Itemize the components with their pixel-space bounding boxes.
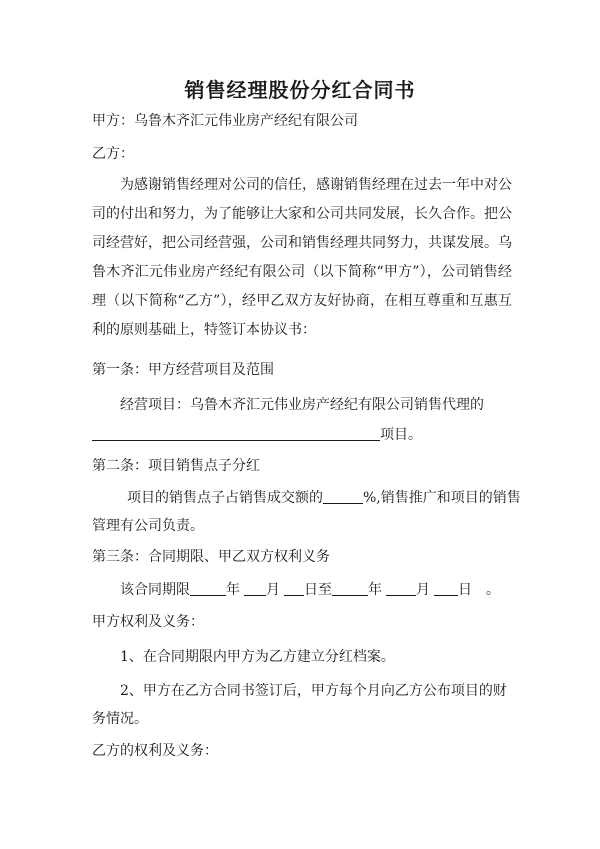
project-name-blank[interactable] (92, 426, 380, 441)
party-b-rights-heading: 乙方的权利及义务： (92, 743, 218, 759)
start-year-blank[interactable] (190, 581, 226, 596)
end-month-blank[interactable] (386, 581, 416, 596)
article1-line1: 经营项目：乌鲁木齐汇元伟业房产经纪有限公司销售代理的 (120, 397, 484, 413)
article1-line2-suffix: 项目。 (380, 427, 422, 443)
end-day-blank[interactable] (434, 581, 458, 596)
contract-period-line (120, 580, 500, 600)
article2-heading: 第二条：项目销售点子分红 (92, 458, 260, 474)
period-prefix: 该合同期限 (120, 582, 190, 598)
article2-text-after: %,销售推广和项目的销售 (363, 490, 521, 506)
party-a-rights-heading: 甲方权利及义务： (92, 614, 204, 630)
end-year-blank[interactable] (332, 581, 368, 596)
start-month-label: 月 (266, 582, 280, 598)
end-year-label: 年 (368, 582, 382, 598)
party-a-rights-item2-line1: 2、甲方在乙方合同书签订后，甲方每个月向乙方公布项目的财 (120, 683, 507, 699)
article1-heading: 第一条：甲方经营项目及范围 (92, 362, 274, 378)
article2-text-before: 项目的销售点子占销售成交额的 (127, 490, 323, 506)
start-day-blank[interactable] (284, 581, 304, 596)
party-a-line: 甲方：乌鲁木齐汇元伟业房产经纪有限公司 (92, 113, 358, 129)
article2-line2: 管理有公司负责。 (92, 518, 204, 534)
article3-heading: 第三条：合同期限、甲乙双方权利义务 (92, 549, 330, 565)
start-day-label: 日至 (304, 582, 332, 598)
start-month-blank[interactable] (244, 581, 266, 596)
start-year-label: 年 (226, 582, 240, 598)
party-a-rights-item2-line2: 务情况。 (92, 711, 148, 727)
intro-paragraph: 为感谢销售经理对公司的信任，感谢销售经理在过去一年中对公司的付出和努力，为了能够让大家和公司共同发展，长久合作。把公司经营好，把公司经营强，公司和销售经理共同努力，共谋发展。乌鲁木齐汇元伟业房产经纪有限公司（以下简称“甲方”），公司销售经理（以下简称“乙方”），经甲乙双方友好协商，在相互尊重和互惠互利的原则基础上，特签订本协议书： (92, 177, 512, 338)
party-b-line: 乙方： (92, 146, 134, 162)
party-a-rights-item1: 1、在合同期限内甲方为乙方建立分红档案。 (120, 649, 395, 665)
percentage-blank[interactable] (323, 489, 363, 504)
document-title: 销售经理股份分红合同书 (184, 78, 416, 102)
end-day-label: 日 (458, 582, 472, 598)
period-end-mark: 。 (486, 582, 500, 598)
article2-line1 (127, 488, 521, 508)
article1-line2 (92, 425, 422, 445)
end-month-label: 月 (416, 582, 430, 598)
